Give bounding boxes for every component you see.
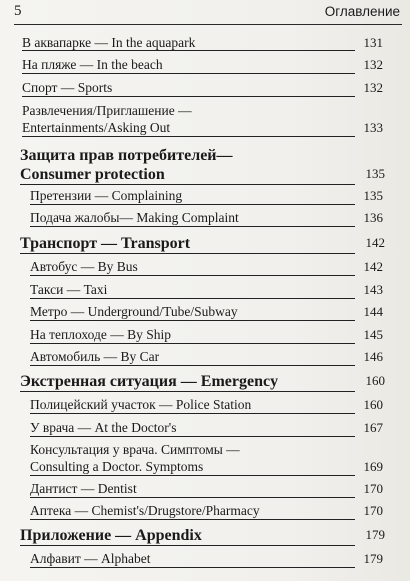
toc-entry-page: 132 bbox=[363, 57, 383, 72]
toc-entry-title: Автобус — By Bus bbox=[30, 259, 138, 274]
toc-entry-title: На пляже — In the beach bbox=[22, 57, 163, 72]
section-rule bbox=[20, 184, 355, 185]
toc-section-page: 142 bbox=[365, 235, 385, 250]
entry-rule bbox=[30, 436, 355, 437]
toc-entry bbox=[30, 258, 383, 275]
header-title: Оглавление bbox=[324, 4, 400, 19]
entry-rule bbox=[30, 320, 355, 321]
toc-entry-title: Автомобиль — By Car bbox=[30, 349, 160, 364]
entry-rule bbox=[22, 50, 355, 51]
toc-entry-title: На теплоходе — By Ship bbox=[30, 327, 171, 342]
entry-rule bbox=[30, 275, 355, 276]
toc-entry-page: 169 bbox=[363, 459, 383, 474]
toc-section bbox=[20, 146, 385, 184]
toc-entry bbox=[30, 209, 383, 226]
entry-rule bbox=[30, 567, 355, 568]
toc-entry-title-line2: Entertainments/Asking Out bbox=[22, 120, 171, 135]
toc-entry-title-line1: Развлечения/Приглашение — bbox=[22, 103, 192, 118]
toc-entry-page: 160 bbox=[363, 397, 383, 412]
toc-entry-title: Аптека — Chemist's/Drugstore/Pharmacy bbox=[30, 503, 260, 518]
toc-entry-title: У врача — At the Doctor's bbox=[30, 420, 177, 435]
toc-entry bbox=[30, 419, 383, 436]
toc-entry bbox=[30, 187, 383, 204]
toc-entry-page: 142 bbox=[363, 259, 383, 274]
toc-entry-page: 144 bbox=[363, 304, 383, 319]
toc-entry-title: Претензии — Complaining bbox=[30, 188, 183, 203]
toc-entry bbox=[30, 502, 383, 519]
toc-entry bbox=[22, 56, 383, 73]
toc-section bbox=[20, 234, 385, 253]
toc-section-title: Экстренная ситуация — Emergency bbox=[20, 373, 279, 390]
toc-entry-title: Такси — Taxi bbox=[30, 282, 108, 297]
toc-entry-page: 170 bbox=[363, 503, 383, 518]
toc-entry bbox=[30, 303, 383, 320]
toc-entry bbox=[30, 326, 383, 343]
toc-entry-page: 133 bbox=[363, 120, 383, 135]
toc-entry-page: 145 bbox=[363, 327, 383, 342]
section-rule bbox=[20, 391, 355, 392]
toc-entry-page: 143 bbox=[363, 282, 383, 297]
toc-entry-title-line1: Консультация у врача. Симптомы — bbox=[30, 442, 240, 457]
toc-section-title-line1: Защита прав потребителей— bbox=[20, 147, 233, 164]
entry-rule bbox=[30, 298, 355, 299]
section-rule bbox=[20, 253, 355, 254]
page-number: 5 bbox=[14, 3, 22, 19]
toc-entry-page: 170 bbox=[363, 481, 383, 496]
entry-rule bbox=[30, 204, 355, 205]
toc-entry-page: 135 bbox=[363, 188, 383, 203]
toc-entry-title: Подача жалобы— Making Complaint bbox=[30, 210, 239, 225]
entry-rule bbox=[30, 497, 355, 498]
toc-entry-page: 132 bbox=[363, 80, 383, 95]
toc-entry bbox=[30, 281, 383, 298]
toc-entry bbox=[30, 441, 383, 475]
entry-rule bbox=[22, 96, 355, 97]
toc-section-title: Приложение — Appendix bbox=[20, 527, 202, 544]
toc-section bbox=[20, 526, 385, 545]
toc-entry-title-line2: Consulting a Doctor. Symptoms bbox=[30, 459, 204, 474]
toc-section-page: 135 bbox=[365, 166, 385, 181]
toc-entry-page: 179 bbox=[363, 551, 383, 566]
entry-rule bbox=[30, 365, 355, 366]
toc-section-title-line2: Consumer protection bbox=[20, 166, 165, 183]
toc-entry bbox=[22, 102, 383, 136]
entry-rule bbox=[22, 73, 355, 74]
toc-entry-title: Метро — Underground/Tube/Subway bbox=[30, 304, 238, 319]
toc-entry bbox=[30, 348, 383, 365]
toc-entry-title: Алфавит — Alphabet bbox=[30, 551, 151, 566]
toc-entry-page: 167 bbox=[363, 420, 383, 435]
entry-rule bbox=[30, 519, 355, 520]
toc-entry bbox=[30, 480, 383, 497]
toc-section-page: 179 bbox=[365, 527, 385, 542]
entry-rule bbox=[22, 136, 355, 137]
toc-section-title: Транспорт — Transport bbox=[20, 235, 191, 252]
toc-entry-title: Полицейский участок — Police Station bbox=[30, 397, 252, 412]
entry-rule bbox=[30, 413, 355, 414]
toc-entry-page: 146 bbox=[363, 349, 383, 364]
toc-entry-page: 131 bbox=[363, 35, 383, 50]
toc-entry-title: В аквапарке — In the aquapark bbox=[22, 35, 196, 50]
toc-section bbox=[20, 372, 385, 391]
entry-rule bbox=[30, 226, 355, 227]
toc-entry bbox=[22, 34, 383, 51]
toc-entry bbox=[30, 396, 383, 413]
toc-entry-title: Спорт — Sports bbox=[22, 80, 113, 95]
entry-rule bbox=[30, 343, 355, 344]
toc-entry-title: Дантист — Dentist bbox=[30, 481, 137, 496]
toc-entry bbox=[30, 550, 383, 567]
section-rule bbox=[20, 545, 355, 546]
toc-entry bbox=[22, 79, 383, 96]
toc-section-page: 160 bbox=[365, 373, 385, 388]
entry-rule bbox=[30, 475, 355, 476]
toc-entry-page: 136 bbox=[363, 210, 383, 225]
